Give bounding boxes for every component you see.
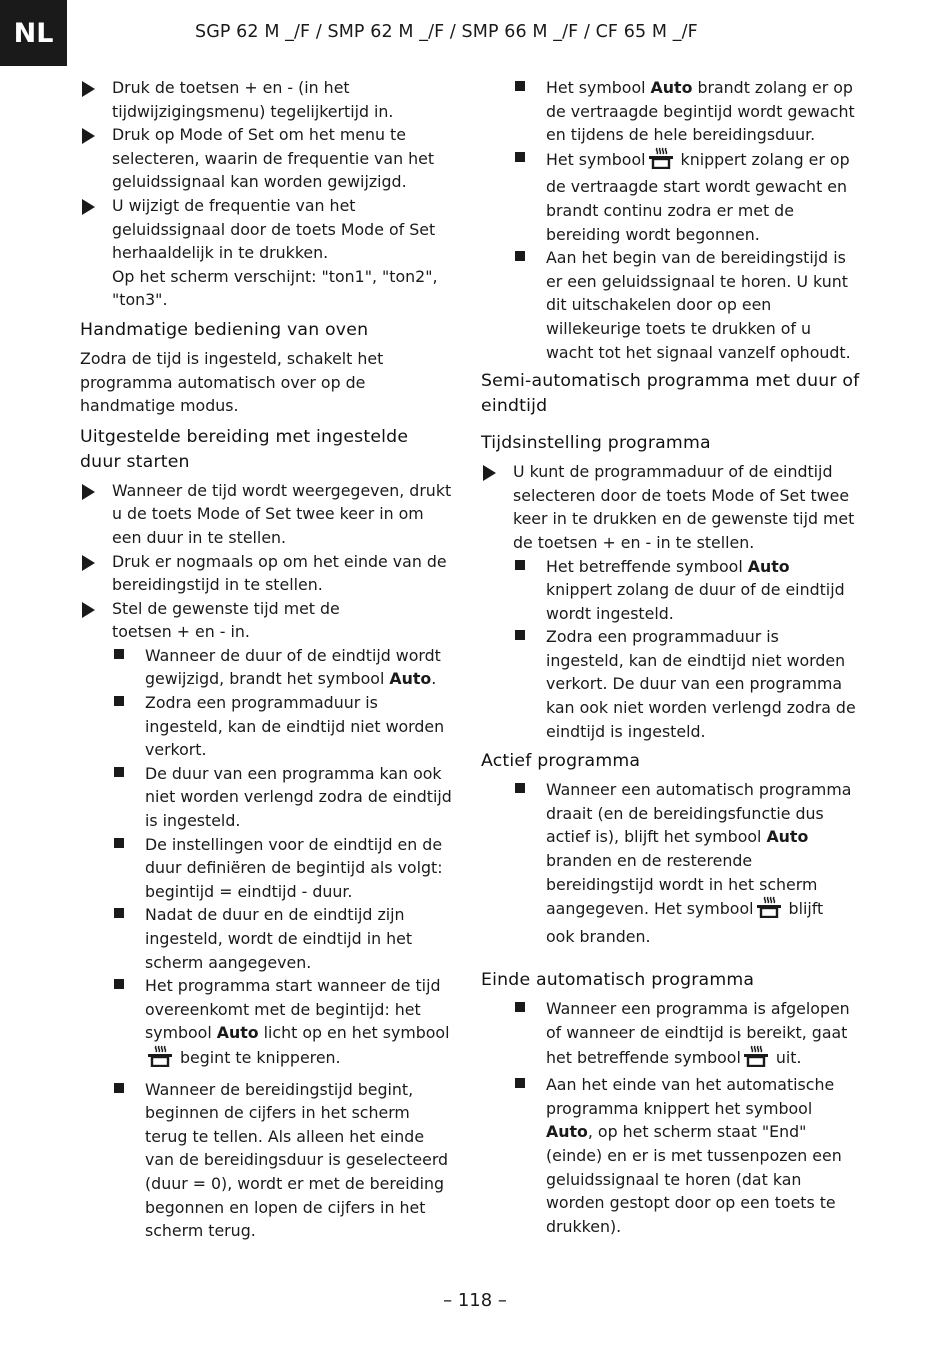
note-item: [481, 555, 856, 626]
left-column: [80, 76, 455, 1243]
note-text: Nadat de duur en de eindtijd zijn ingesteld, wordt de eindtijd in het scherm aangegeven.: [145, 905, 413, 972]
section-heading: Uitgestelde bereiding met ingestelde duur starten: [80, 426, 409, 472]
triangle-bullet-icon: [82, 602, 95, 618]
note-text: Zodra een programmaduur is ingesteld, kan de eindtijd niet worden verkort. De duur van een programma kan ook niet worden verlengd zodra de eindtijd is ingesteld.: [546, 627, 856, 741]
right-column: [481, 76, 860, 1238]
page-number: – 118 –: [443, 1290, 507, 1311]
note-item: [80, 1078, 455, 1243]
note-text: De duur van een programma kan ook niet worden verlengd zodra de eindtijd is ingesteld.: [145, 763, 452, 831]
section-heading: Actief programma: [481, 751, 641, 772]
note-text: uit.: [770, 1047, 802, 1067]
triangle-bullet-icon: [82, 199, 95, 215]
note-text: Het betreffende symbool: [546, 556, 748, 576]
square-bullet-icon: [114, 649, 124, 659]
section-heading: Einde automatisch programma: [481, 970, 755, 991]
section-heading: Tijdsinstelling programma: [481, 433, 711, 454]
note-text: Wanneer een programma is afgelopen of wanneer de eindtijd is bereikt, gaat het betreffende symbool: [546, 999, 850, 1067]
square-bullet-icon: [114, 908, 124, 918]
note-text: .: [431, 669, 437, 689]
note-item: [481, 1073, 856, 1238]
paragraph: Zodra de tijd is ingesteld, schakelt het programma automatisch over op de handmatige modus.: [80, 348, 384, 416]
step-item: [80, 597, 455, 644]
note-item: [80, 691, 455, 762]
auto-symbol: Auto: [747, 556, 790, 576]
step-text: Op het scherm verschijnt: "ton1", "ton2", "ton3".: [112, 266, 438, 310]
square-bullet-icon: [515, 1002, 525, 1012]
note-text: licht op en het symbool: [258, 1023, 450, 1043]
square-bullet-icon: [515, 560, 525, 570]
note-text: Zodra een programmaduur is ingesteld, kan de eindtijd niet worden verkort.: [145, 693, 445, 760]
note-text: Aan het begin van de bereidingstijd is er een geluidssignaal te horen. U kunt dit uitschakelen door op een willekeurige toets te drukken of u wacht tot het signaal vanzelf ophoudt.: [546, 248, 851, 362]
note-text: Aan het einde van het automatische programma knippert het symbool: [546, 1075, 835, 1118]
note-text: Het symbool: [546, 149, 646, 169]
step-text: Druk de toetsen + en - (in het tijdwijzigingsmenu) tegelijkertijd in.: [112, 78, 394, 121]
note-item: [481, 997, 856, 1073]
note-text: Wanneer de duur of de eindtijd wordt gewijzigd, brandt het symbool: [145, 645, 441, 689]
step-item: [80, 479, 455, 550]
step-item: [80, 76, 455, 123]
auto-symbol: Auto: [216, 1023, 259, 1043]
cooking-pot-icon: [756, 896, 782, 925]
cooking-pot-icon: [648, 147, 674, 176]
note-item: [481, 76, 856, 147]
note-item: [80, 833, 455, 904]
auto-symbol: Auto: [546, 1122, 588, 1142]
auto-symbol: Auto: [389, 669, 432, 689]
note-item: [80, 903, 455, 974]
note-item: [80, 762, 455, 833]
square-bullet-icon: [114, 696, 124, 706]
square-bullet-icon: [515, 1078, 525, 1088]
note-text: , op het scherm staat "End" (einde) en er is met tussenpozen een geluidssignaal te horen (dat kan worden gestopt door op een toets te drukken).: [546, 1122, 842, 1236]
section-heading: Handmatige bediening van oven: [80, 319, 369, 340]
step-text: Wanneer de tijd wordt weergegeven, drukt u de toets Mode of Set twee keer in om een duur in te stellen.: [112, 480, 452, 547]
language-tab: [0, 0, 67, 66]
step-text: Druk op Mode of Set om het menu te selecteren, waarin de frequentie van het geluidssignaal kan worden gewijzigd.: [112, 125, 435, 192]
square-bullet-icon: [114, 979, 124, 989]
note-item: [481, 778, 856, 948]
triangle-bullet-icon: [82, 555, 95, 571]
section-heading: Semi-automatisch programma met duur of eindtijd: [481, 371, 860, 417]
triangle-bullet-icon: [82, 81, 95, 97]
square-bullet-icon: [515, 783, 525, 793]
note-item: [80, 644, 455, 691]
note-text: De instellingen voor de eindtijd en de duur definiëren de begintijd als volgt: begintijd = eindtijd - duur.: [145, 834, 443, 901]
auto-symbol: Auto: [766, 827, 809, 847]
auto-symbol: Auto: [650, 78, 693, 97]
square-bullet-icon: [515, 81, 525, 91]
note-text: Het programma start wanneer de tijd overeenkomt met de begintijd: het symbool: [145, 976, 441, 1043]
language-label: NL: [13, 17, 54, 49]
note-text: blijft ook branden.: [546, 899, 824, 946]
note-text: Het symbool: [546, 78, 651, 97]
step-item: [481, 460, 856, 554]
step-text: U kunt de programmaduur of de eindtijd selecteren door de toets Mode of Set twee keer in te drukken en de gewenste tijd met de toetsen + en - in te stellen.: [513, 462, 855, 552]
note-text: knippert zolang er op de vertraagde start wordt gewacht en brandt continu zodra er met de bereiding wordt begonnen.: [546, 149, 850, 244]
square-bullet-icon: [515, 152, 525, 162]
triangle-bullet-icon: [82, 484, 95, 500]
note-text: brandt zolang er op de vertraagde begintijd wordt gewacht en tijdens de hele bereidingsduur.: [546, 78, 855, 145]
note-item: [481, 625, 856, 743]
note-text: begint te knipperen.: [175, 1047, 341, 1067]
cooking-pot-icon: [743, 1045, 769, 1074]
step-text: Stel de gewenste tijd met de toetsen + en - in.: [112, 598, 340, 642]
triangle-bullet-icon: [483, 465, 496, 481]
square-bullet-icon: [114, 767, 124, 777]
note-item: [80, 974, 455, 1073]
note-text: knippert zolang de duur of de eindtijd wordt ingesteld.: [546, 580, 845, 623]
note-item: [481, 147, 856, 246]
note-text: branden en de resterende bereidingstijd wordt in het scherm aangegeven. Het symbool: [546, 851, 818, 919]
step-item: [80, 550, 455, 597]
note-text: Wanneer de bereidingstijd begint, beginnen de cijfers in het scherm terug te tellen. Als alleen het einde van de bereidingsduur is geselecteerd (duur = 0), wordt er met de bereiding begonnen en lopen de cijfers in het scherm terug.: [145, 1079, 449, 1241]
square-bullet-icon: [515, 251, 525, 261]
cooking-pot-icon: [147, 1045, 173, 1074]
model-header: SGP 62 M _/F / SMP 62 M _/F / SMP 66 M _/F / CF 65 M _/F: [195, 22, 698, 42]
square-bullet-icon: [515, 630, 525, 640]
step-text: U wijzigt de frequentie van het geluidssignaal door de toets Mode of Set herhaaldelijk in te drukken.: [112, 195, 436, 263]
square-bullet-icon: [114, 1083, 124, 1093]
step-item: [80, 123, 455, 194]
square-bullet-icon: [114, 838, 124, 848]
step-text: Druk er nogmaals op om het einde van de bereidingstijd in te stellen.: [112, 551, 447, 595]
note-item: [481, 246, 856, 364]
step-item: [80, 194, 455, 312]
note-text: Wanneer een automatisch programma draait (en de bereidingsfunctie dus actief is), blijft het symbool: [546, 780, 852, 847]
triangle-bullet-icon: [82, 128, 95, 144]
